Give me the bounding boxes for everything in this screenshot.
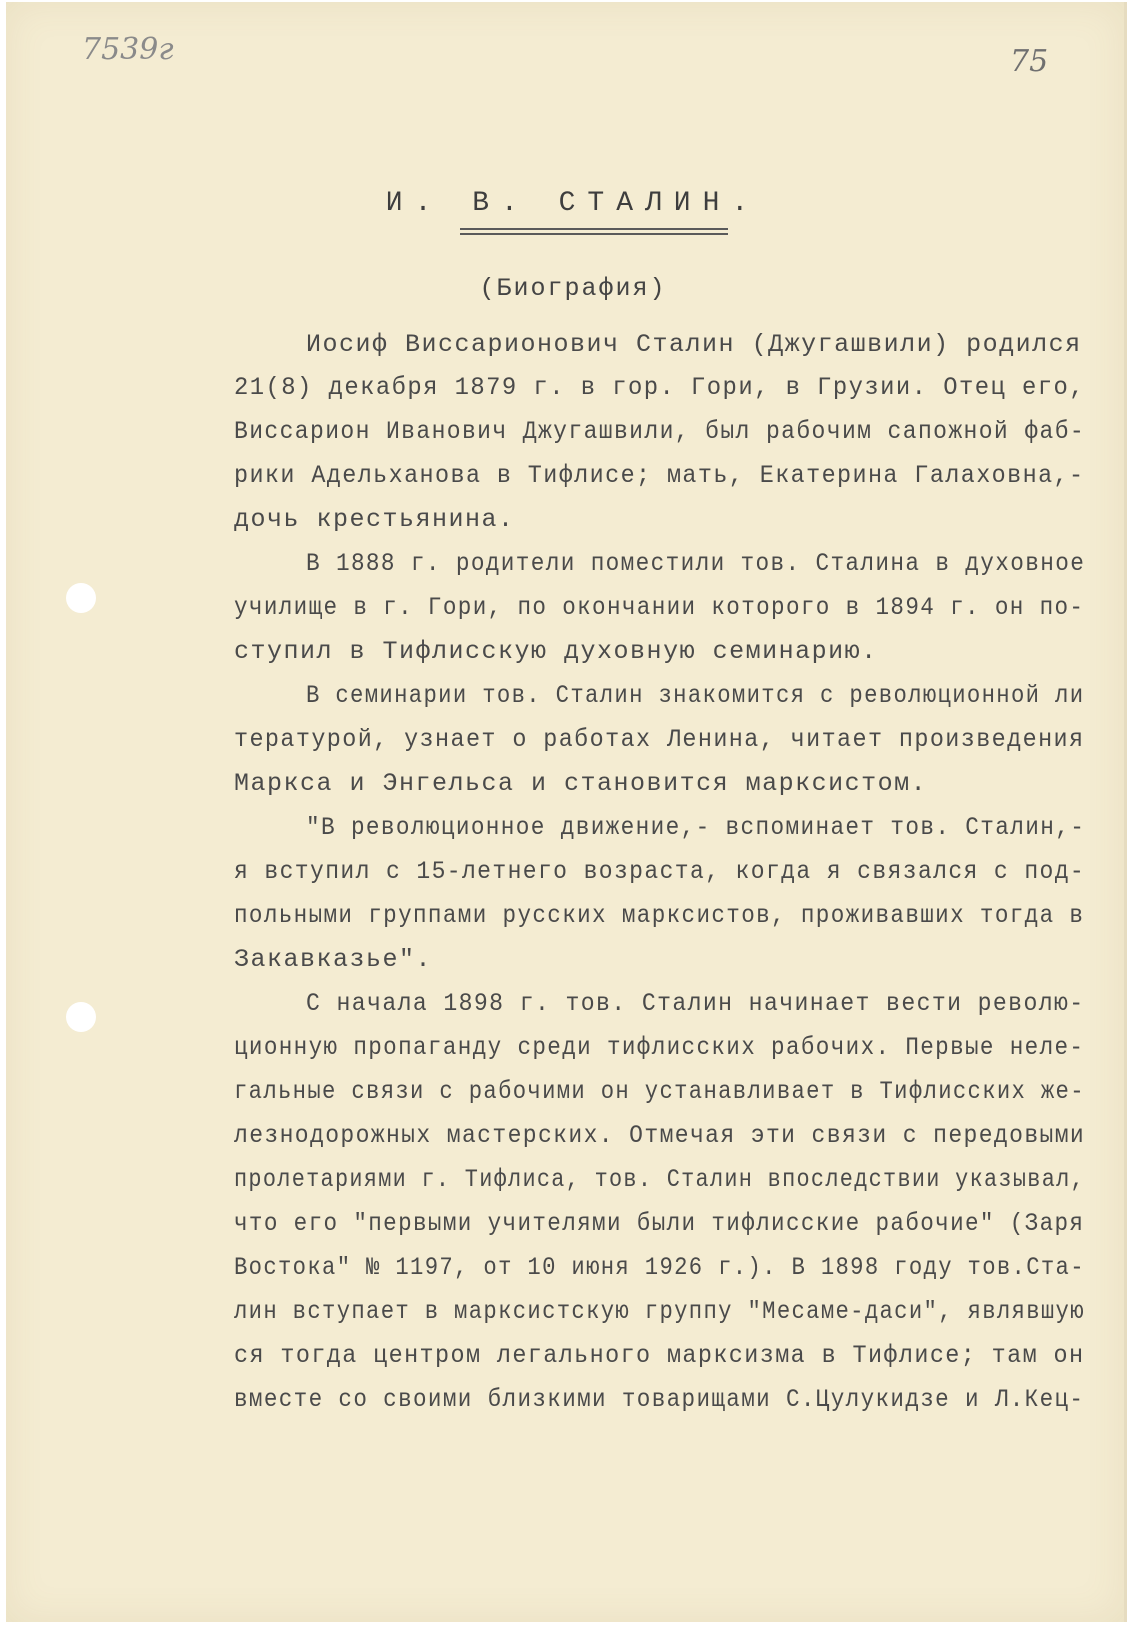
- text-line: 21(8) декабря 1879 г. в гор. Гори, в Грузии. Отец его,: [234, 373, 1086, 402]
- page-number: 75: [1010, 44, 1049, 79]
- text-line: Востока" № 1197, от 10 июня 1926 г.). В 1898 году тов.Ста-: [234, 1253, 1085, 1282]
- text-line: училище в г. Гори, по окончании которого в 1894 г. он по-: [234, 593, 1085, 622]
- text-line: что его "первыми учителями были тифлисские рабочие" (Заря: [234, 1209, 1085, 1238]
- text-line: ступил в Тифлисскую духовную семинарию.: [234, 637, 878, 666]
- text-line: ся тогда центром легального марксизма в Тифлисе; там он: [234, 1341, 1085, 1370]
- text-line: С начала 1898 г. тов. Сталин начинает вести револю-: [306, 989, 1085, 1018]
- text-line: польными группами русских марксистов, проживавших тогда в: [234, 901, 1085, 930]
- text-line: лезнодорожных мастерских. Отмечая эти связи с передовыми: [234, 1121, 1086, 1150]
- text-line: вместе со своими близкими товарищами С.Цулукидзе и Л.Кец-: [234, 1385, 1085, 1414]
- text-line: дочь крестьянина.: [234, 505, 515, 534]
- title-underline: [460, 228, 728, 235]
- page-subtitle: (Биография): [479, 274, 667, 303]
- punch-hole-bottom: [66, 1002, 96, 1032]
- text-line: пролетариями г. Тифлиса, тов. Сталин впоследствии указывал,: [234, 1165, 1085, 1194]
- text-line: я вступил с 15-летнего возраста, когда я связался с под-: [234, 857, 1086, 886]
- document-page: [6, 2, 1127, 1622]
- text-line: лин вступает в марксистскую группу "Месаме-даси", являвшую: [234, 1297, 1085, 1326]
- text-line: тературой, узнает о работах Ленина, читает произведения: [234, 725, 1085, 754]
- archive-mark: 7539г: [82, 32, 174, 67]
- text-line: В семинарии тов. Сталин знакомится с революционной ли: [306, 681, 1085, 710]
- text-line: "В революционное движение,- вспоминает тов. Сталин,-: [306, 813, 1086, 842]
- text-line: Закавказье".: [234, 945, 433, 974]
- text-line: гальные связи с рабочими он устанавливает в Тифлисских же-: [234, 1077, 1085, 1106]
- punch-hole-top: [66, 583, 96, 613]
- text-line: Виссарион Иванович Джугашвили, был рабочим сапожной фаб-: [234, 417, 1086, 446]
- text-line: Маркса и Энгельса и становится марксистом.: [234, 769, 928, 798]
- text-line: Иосиф Виссарионович Сталин (Джугашвили) родился: [306, 330, 1082, 359]
- page-title: И. В. СТАЛИН.: [385, 188, 761, 219]
- text-line: рики Адельханова в Тифлисе; мать, Екатерина Галаховна,-: [234, 461, 1085, 490]
- text-line: В 1888 г. родители поместили тов. Сталина в духовное: [306, 549, 1086, 578]
- text-line: ционную пропаганду среди тифлисских рабочих. Первые неле-: [234, 1033, 1085, 1062]
